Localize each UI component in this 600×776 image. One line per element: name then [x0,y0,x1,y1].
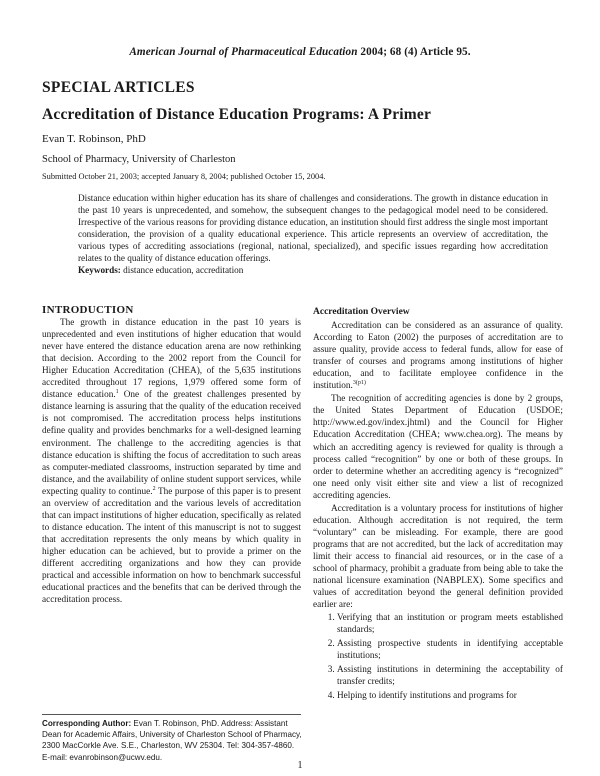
affiliation: School of Pharmacy, University of Charleston [42,154,236,165]
introduction-paragraph [42,317,301,606]
list-item: 3. Assisting institutions in determining the acceptability of transfer credits; [337,664,563,688]
publication-dates: Submitted October 21, 2003; accepted January 8, 2004; published October 15, 2004. [42,172,326,181]
abstract-text: Distance education within higher education has its share of challenges and considerations. The growth in distance education in the past 10 years is unprecedented, and somehow, the subsequent changes to the pedagogical model need to be considered. Irrespective of the various reasons for providing distance education, an institution should first address the single most important consideration, the provision of a quality educational experience. This article represents an overview of accreditation, the various types of accrediting associations (regional, national, specialized), and specific issues regarding how accreditation relates to the quality of distance education offerings. [78,193,548,263]
intro-text-b: One of the greatest challenges presented by distance learning is assuring that the quality of the education received is not compromised. The accreditation process helps institutions define quality and provides benchmarks for a well-designed learning environment. The challenge to the accrediting agencies is that distance education is shifting the focus of accreditation to such areas as computer-mediated classrooms, instruction separated by time and distance, and the availability of online student support services, while expecting quality to continue. [42,390,301,497]
author: Evan T. Robinson, PhD [42,133,146,145]
journal-header [0,46,600,58]
list-item: 1. Verifying that an institution or program meets established standards; [337,612,563,636]
section-label: SPECIAL ARTICLES [42,79,195,96]
footnote-divider [42,714,301,715]
corresponding-author-note [42,718,304,763]
corresponding-author-text: Evan T. Robinson, PhD. Address: Assistant Dean for Academic Affairs, University of Charleston School of Pharmacy, 2300 MacCorkle Ave. S.E., Charleston, WV 25304. Tel: 304-357-4860. E-mail: evanrobinson@ucwv.edu. [42,719,302,762]
reference-1: 1 [115,389,119,396]
reference-3: 3(p1) [352,380,366,387]
overview-paragraph-1 [313,320,563,392]
left-column [42,304,301,606]
intro-text-c: The purpose of this paper is to present an overview of accreditation and the various levels of accreditation that can impact institutions of higher education, specifically as related to distance education. The intent of this manuscript is not to suggest that accreditation represents the only means by which quality in higher education can be achieved, but to provide a primer on the different accrediting organizations and how they can provide practical and accessible information on how to benchmark successful educational practices and the benefits that can be derived through the accreditation process. [42,486,301,606]
overview-paragraph-3: Accreditation is a voluntary process for institutions of higher education. Although accreditation is not required, the term “voluntary” can be misleading. For example, there are good programs that are not accredited, but the lack of accreditation may limit their access to financial aid resources, or in the case of a school of pharmacy, prohibit a graduate from being able to take the national licensure examination (NABPLEX). Some specifics and values of accreditation beyond the general definition provided earlier are: [313,503,563,611]
journal-name: American Journal of Pharmaceutical Education [129,46,358,58]
keywords [78,264,548,276]
abstract [78,192,548,276]
intro-text-a: The growth in distance education in the past 10 years is unprecedented and even institutions of higher education that would never have entered the distance education arena are now rethinking that decision. According to the 2002 report from the Council for Higher Education Accreditation (CHEA), of the 5,635 institutions accredited throughout 17 regions, 1,979 offered some form of distance education. [42,318,301,401]
overview-paragraph-2: The recognition of accrediting agencies is done by 2 groups, the United States Department of Education (USDOE; http://www.ed.gov/index.jhtml) and the Council for Higher Education Accreditation (CHEA; www.chea.org). The means by which an accrediting agency is reviewed for quality is through a process called “recognition” by one or both of these groups. In order to determine whether an accrediting agency is “recognized” one need only visit either site and view a list of recognized accrediting agencies. [313,394,563,501]
article-title: Accreditation of Distance Education Programs: A Primer [42,106,432,123]
page-number: 1 [297,760,303,771]
overview-text-1: Accreditation can be considered as an assurance of quality. According to Eaton (2002) the purposes of accreditation are to assure quality, provide access to federal funds, allow for ease of transfer of courses and programs among institutions of higher education, and to facilitate employee confidence in the institution. [313,321,563,392]
introduction-heading: INTRODUCTION [42,304,134,316]
right-column [313,306,563,705]
journal-citation: 2004; 68 (4) Article 95. [357,46,471,58]
keywords-text: distance education, accreditation [120,265,244,275]
reference-2: 2 [152,485,156,492]
accreditation-values-list [313,612,563,702]
list-item: 4. Helping to identify institutions and programs for [337,690,563,702]
overview-heading: Accreditation Overview [313,307,410,317]
keywords-label: Keywords: [78,265,121,275]
corresponding-author-label: Corresponding Author: [42,719,132,728]
list-item: 2. Assisting prospective students in identifying acceptable institutions; [337,638,563,662]
